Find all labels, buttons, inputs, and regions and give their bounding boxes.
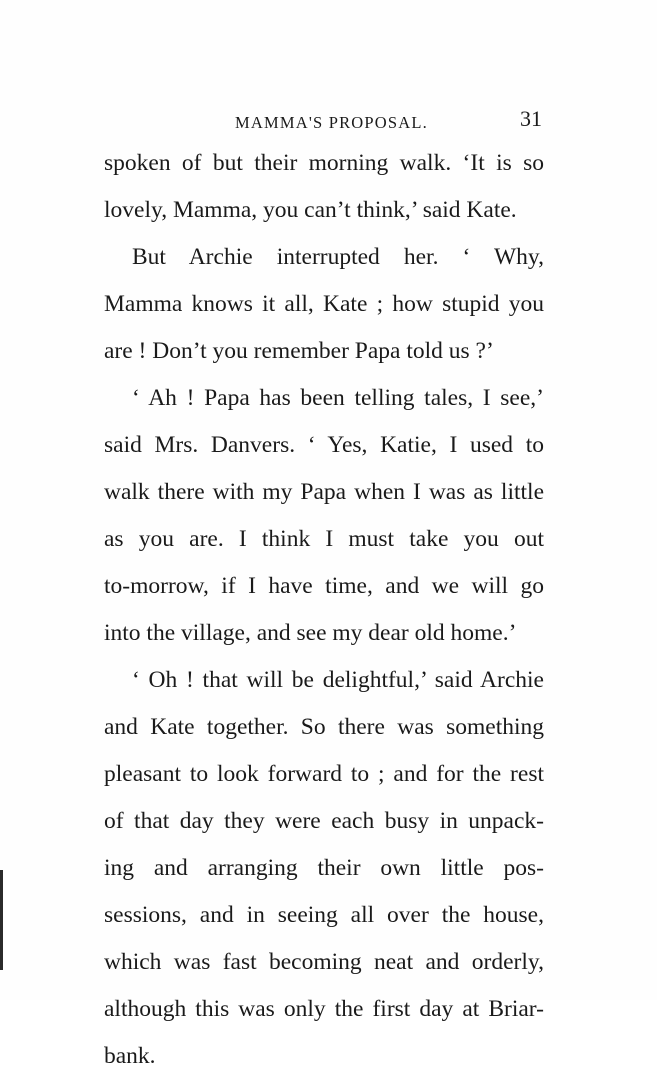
text-line: sessions, and in seeing all over the house,	[104, 902, 544, 928]
text-line: as you are. I think I must take you out	[104, 526, 544, 552]
text-line: walk there with my Papa when I was as little	[104, 479, 544, 505]
text-line: although this was only the first day at Briar-	[104, 996, 544, 1022]
text-line: into the village, and see my dear old home.’	[104, 620, 517, 646]
text-line: ‘ Oh ! that will be delightful,’ said Archie	[132, 667, 544, 693]
text-line: ‘ Ah ! Papa has been telling tales, I see,’	[132, 385, 544, 411]
text-line: said Mrs. Danvers. ‘ Yes, Katie, I used to	[104, 432, 544, 458]
body-text	[104, 140, 544, 1080]
page-header	[104, 104, 544, 140]
text-line: and Kate together. So there was something	[104, 714, 544, 740]
text-line: ing and arranging their own little pos-	[104, 855, 544, 881]
text-line: to-morrow, if I have time, and we will go	[104, 573, 544, 599]
text-line: bank.	[104, 1043, 156, 1069]
text-line: lovely, Mamma, you can’t think,’ said Kate.	[104, 197, 517, 223]
text-line: are ! Don’t you remember Papa told us ?’	[104, 338, 494, 364]
text-line: Mamma knows it all, Kate ; how stupid you	[104, 291, 544, 317]
text-line: of that day they were each busy in unpack-	[104, 808, 544, 834]
page-edge-shadow	[0, 870, 3, 970]
text-line: which was fast becoming neat and orderly,	[104, 949, 544, 975]
running-title: MAMMA'S PROPOSAL.	[235, 113, 429, 132]
text-line: But Archie interrupted her. ‘ Why,	[132, 244, 544, 270]
text-line: spoken of but their morning walk. ‘It is so	[104, 150, 544, 176]
page-number: 31	[520, 106, 542, 131]
text-line: pleasant to look forward to ; and for the rest	[104, 761, 544, 787]
